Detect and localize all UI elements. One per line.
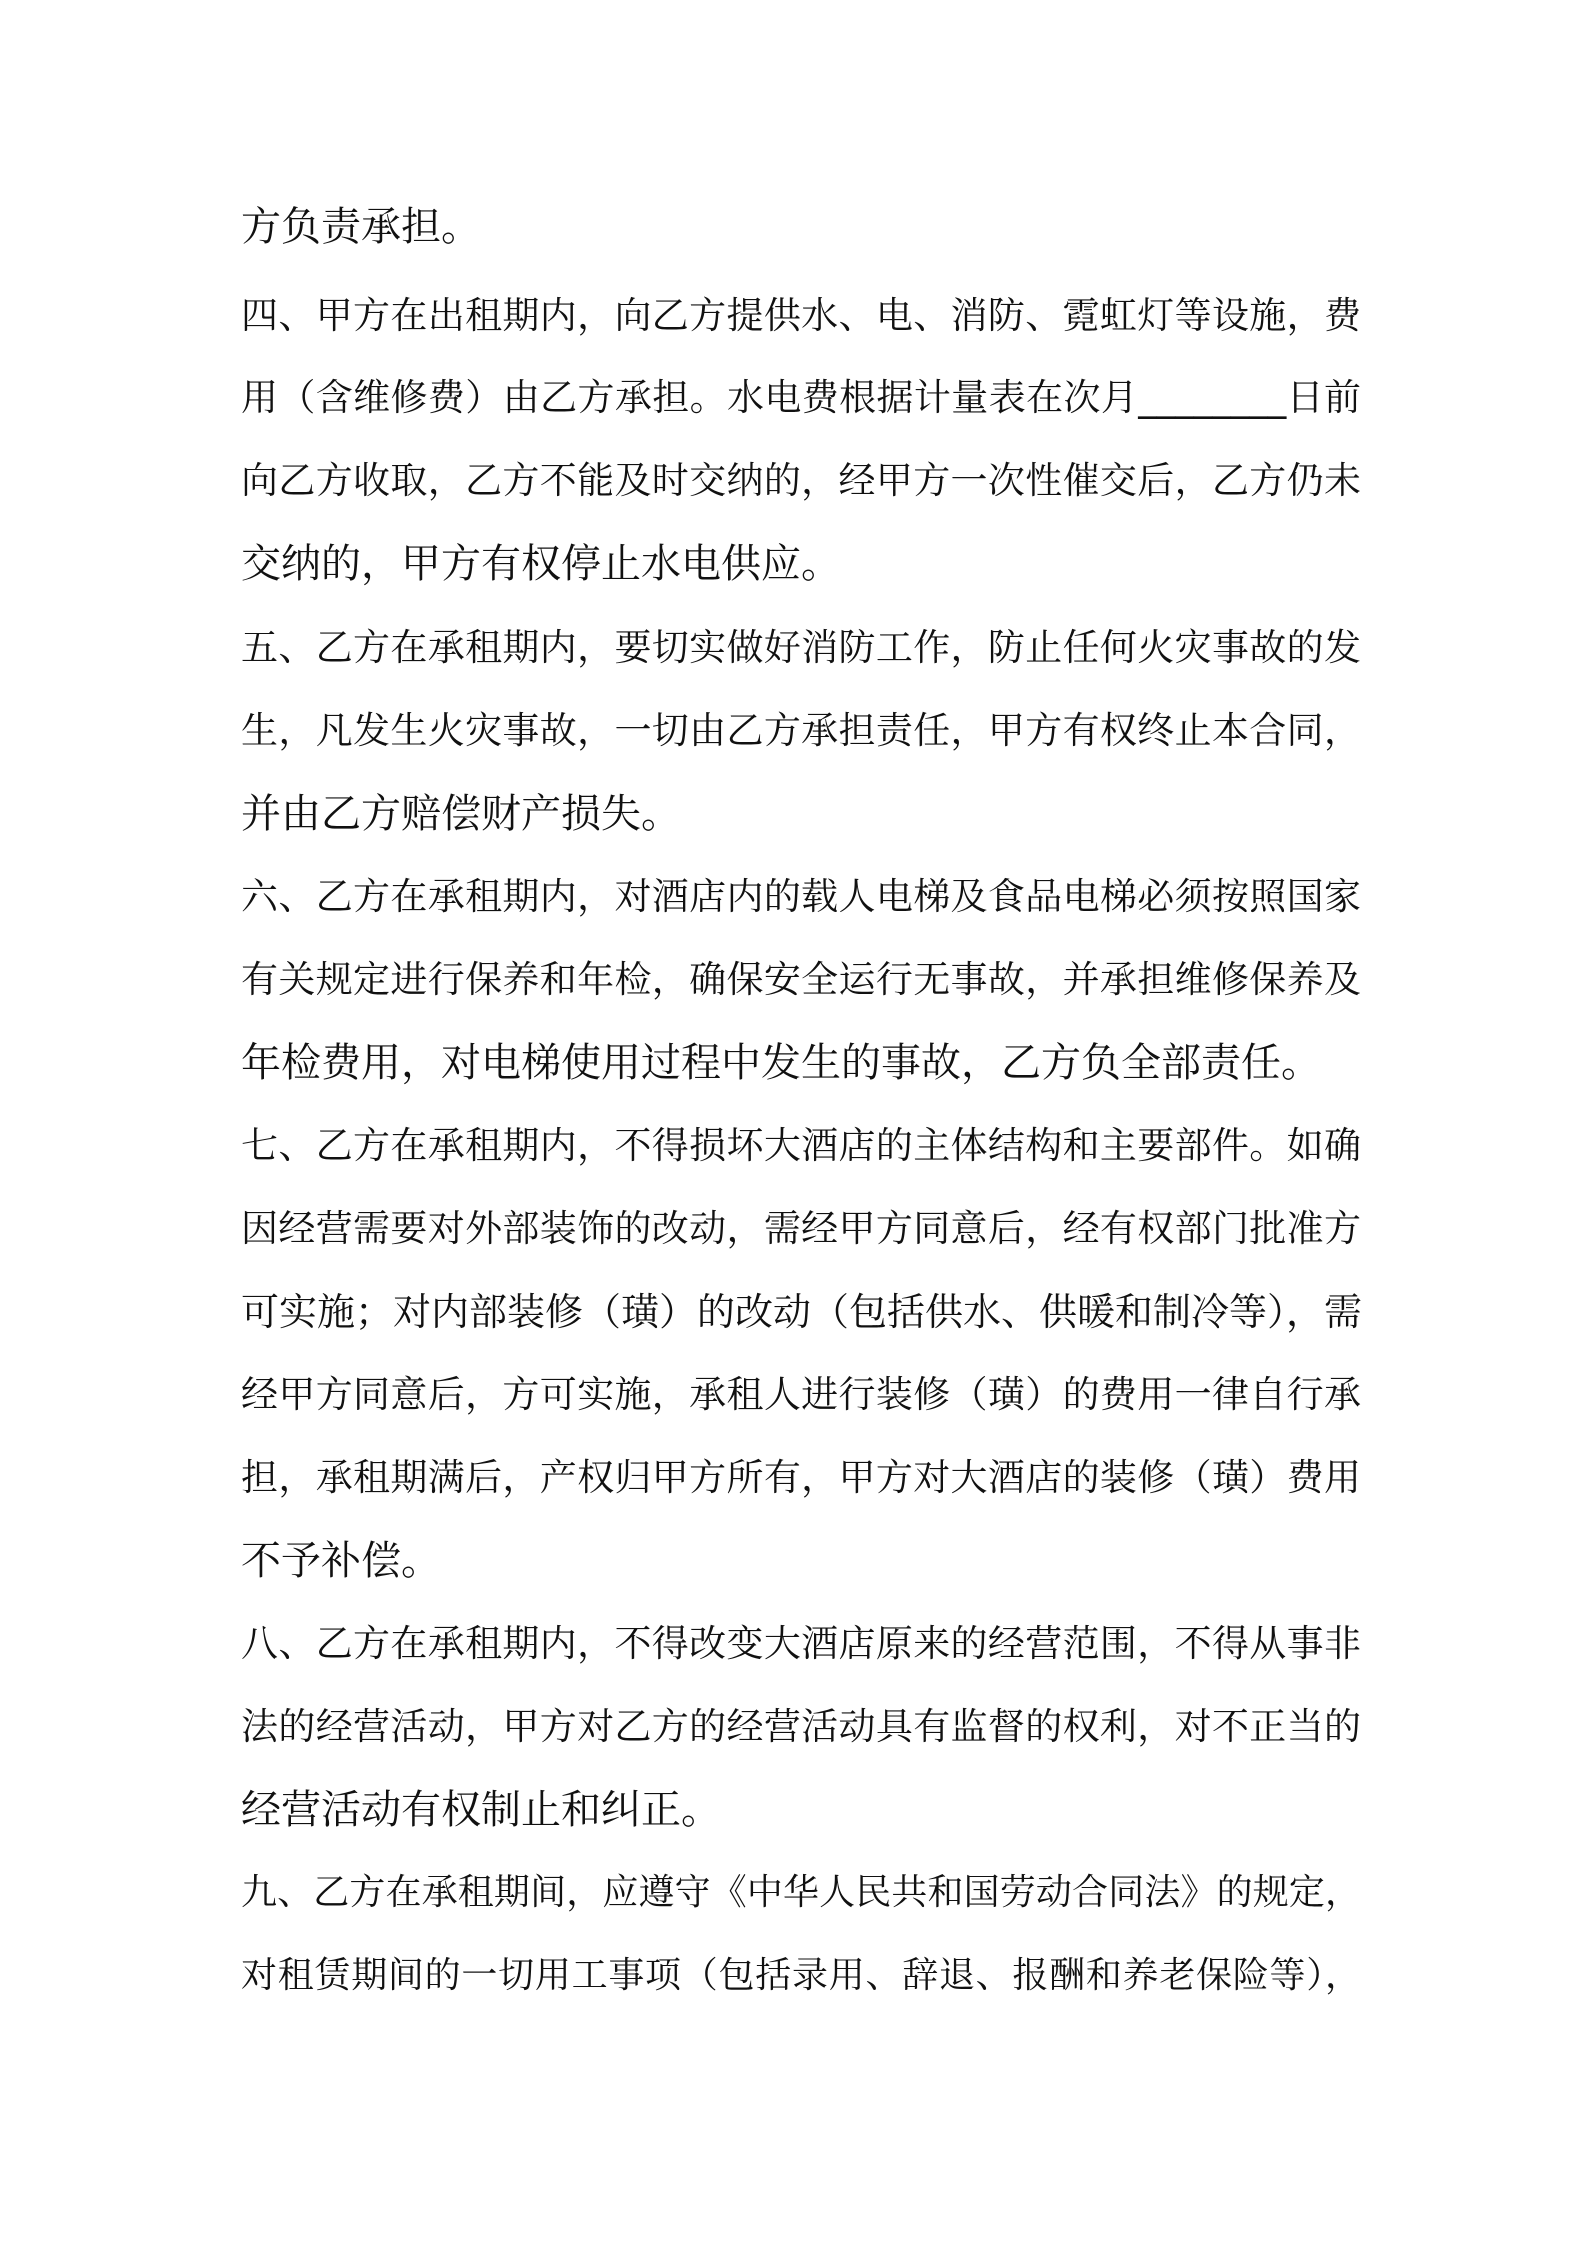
text-line: 有关规定进行保养和年检，确保安全运行无事故，并承担维修保养及 (241, 958, 1361, 1001)
text-line: 可实施；对内部装修（璜）的改动（包括供水、供暖和制冷等），需 (241, 1290, 1363, 1334)
text-line: 年检费用，对电梯使用过程中发生的事故，乙方负全部责任。 (241, 1040, 1321, 1086)
text-line: 担，承租期满后，产权归甲方所有，甲方对大酒店的装修（璜）费用 (241, 1456, 1361, 1499)
text-line: 生，凡发生火灾事故，一切由乙方承担责任，甲方有权终止本合同， (241, 709, 1361, 752)
text-line: 四、甲方在出租期内，向乙方提供水、电、消防、霓虹灯等设施，费 (241, 294, 1361, 337)
text-line: 七、乙方在承租期内，不得损坏大酒店的主体结构和主要部件。如确 (241, 1124, 1361, 1167)
text-line: 不予补偿。 (241, 1538, 441, 1584)
text-line: 交纳的，甲方有权停止水电供应。 (241, 541, 841, 587)
text-line: 六、乙方在承租期内，对酒店内的载人电梯及食品电梯必须按照国家 (241, 875, 1361, 918)
text-line: 法的经营活动，甲方对乙方的经营活动具有监督的权利，对不正当的 (241, 1705, 1361, 1748)
text-line: 用（含维修费）由乙方承担。水电费根据计量表在次月________日前 (241, 376, 1361, 419)
text-line: 经甲方同意后，方可实施，承租人进行装修（璜）的费用一律自行承 (241, 1373, 1361, 1416)
text-line: 九、乙方在承租期间，应遵守《中华人民共和国劳动合同法》的规定， (241, 1872, 1361, 1913)
text-line: 经营活动有权制止和纠正。 (241, 1787, 721, 1833)
text-line: 对租赁期间的一切用工事项（包括录用、辞退、报酬和养老保险等）， (241, 1955, 1361, 1996)
text-line: 八、乙方在承租期内，不得改变大酒店原来的经营范围，不得从事非 (241, 1622, 1361, 1665)
text-line: 五、乙方在承租期内，要切实做好消防工作，防止任何火灾事故的发 (241, 626, 1361, 669)
text-line: 因经营需要对外部装饰的改动，需经甲方同意后，经有权部门批准方 (241, 1207, 1361, 1250)
text-line: 方负责承担。 (241, 204, 481, 250)
text-line: 向乙方收取，乙方不能及时交纳的，经甲方一次性催交后，乙方仍未 (241, 459, 1361, 502)
text-line: 并由乙方赔偿财产损失。 (241, 791, 681, 837)
